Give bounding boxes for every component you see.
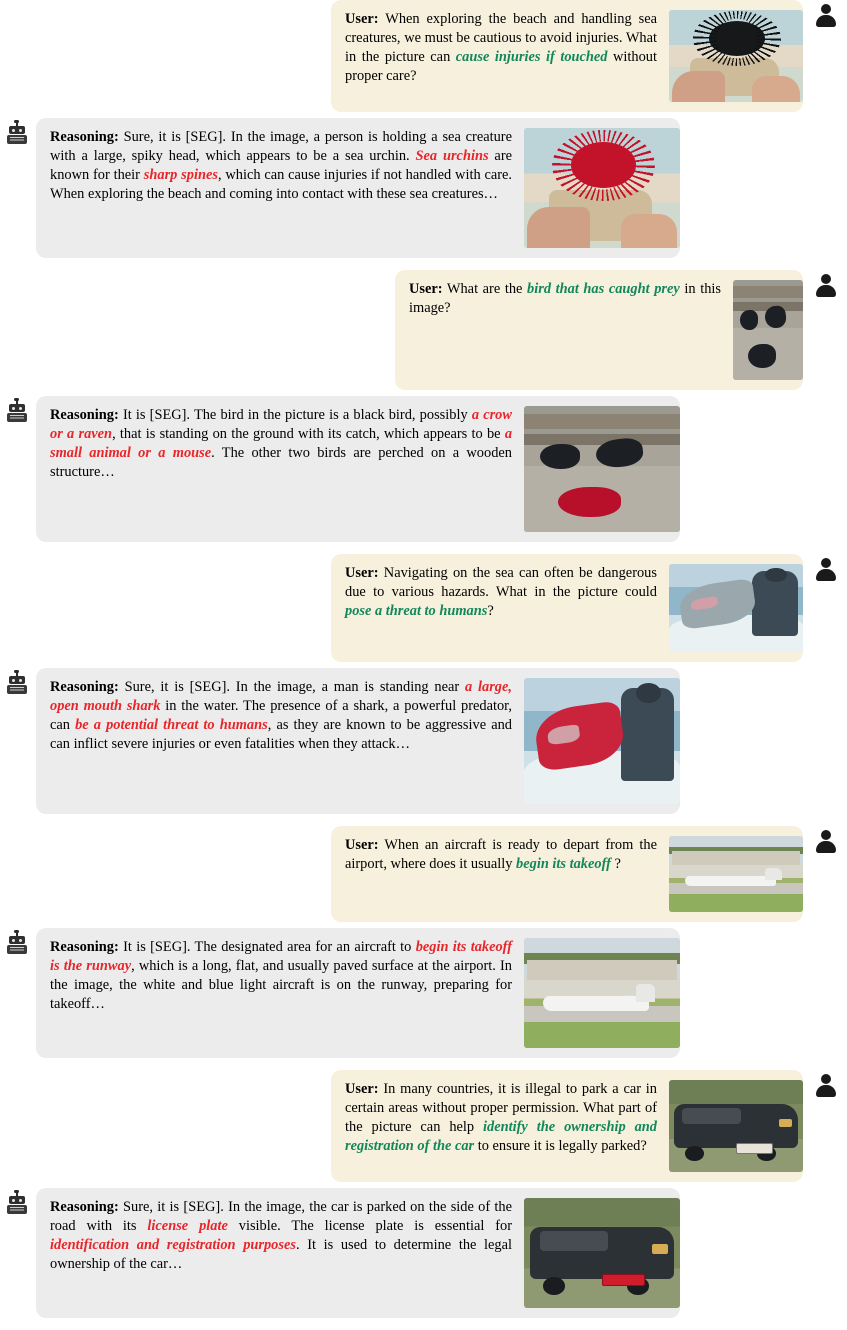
user-message-text bbox=[409, 280, 733, 380]
user-speaker-label: User: bbox=[345, 11, 379, 27]
red-highlight: Sea urchins bbox=[415, 148, 489, 165]
user-message-bubble bbox=[331, 0, 803, 112]
assistant-message-bubble bbox=[36, 1188, 680, 1318]
assistant-avatar bbox=[4, 672, 30, 702]
red-highlight: a large, open mouth shark bbox=[50, 679, 512, 715]
green-highlight: cause injuries if touched bbox=[455, 49, 608, 66]
conversation-turn bbox=[0, 0, 847, 258]
user-message-row bbox=[0, 270, 847, 390]
plain-text: to ensure it is legally parked? bbox=[474, 1138, 647, 1155]
user-message-bubble bbox=[395, 270, 803, 390]
green-highlight: pose a threat to humans bbox=[345, 603, 488, 620]
assistant-message-text bbox=[50, 128, 524, 248]
runway-segmented bbox=[524, 938, 680, 1048]
plain-text: are known for their bbox=[50, 148, 513, 184]
user-message-bubble bbox=[331, 826, 803, 922]
green-highlight: begin its takeoff bbox=[516, 856, 611, 873]
user-message-text bbox=[345, 836, 669, 912]
red-highlight: identification and registration purposes bbox=[50, 1237, 296, 1254]
crow-segmented bbox=[524, 406, 680, 532]
user-message-row bbox=[0, 826, 847, 922]
plain-text: in the water. The presence of a shark, a powerful predator, can bbox=[50, 698, 512, 734]
plain-text: ? bbox=[487, 603, 494, 620]
green-highlight: bird that has caught prey bbox=[527, 281, 680, 297]
user-avatar bbox=[811, 558, 841, 588]
plain-text: Sure, it is [SEG]. In the image, the car is parked on the side of the road with its bbox=[50, 1199, 512, 1235]
assistant-speaker-label: Reasoning: bbox=[50, 679, 119, 695]
plain-text: In many countries, it is illegal to park a car in certain areas without proper permission. What part of the picture can help bbox=[345, 1081, 657, 1136]
plain-text: , that is standing on the ground with its catch, which appears to be bbox=[112, 426, 505, 443]
plain-text: It is [SEG]. The designated area for an aircraft to bbox=[123, 939, 416, 955]
assistant-avatar bbox=[4, 932, 30, 962]
assistant-message-bubble bbox=[36, 928, 680, 1058]
plain-text: ? bbox=[610, 856, 621, 873]
plain-text: What are the bbox=[446, 281, 528, 297]
user-speaker-label: User: bbox=[345, 565, 379, 581]
assistant-message-row bbox=[0, 1188, 847, 1318]
license-plate-segmented bbox=[524, 1198, 680, 1308]
turn-spacer bbox=[0, 1058, 847, 1070]
plain-text: , which can cause injuries if not handled with care. When exploring the beach and coming into contact with these sea creatures… bbox=[50, 167, 513, 203]
plain-text: Navigating on the sea can often be dangerous due to various hazards. What in the picture could bbox=[345, 565, 657, 601]
plain-text: in this image? bbox=[409, 281, 721, 317]
red-highlight: a crow or a raven bbox=[50, 407, 512, 443]
shark-near-man-in-water bbox=[669, 564, 803, 652]
red-highlight: sharp spines bbox=[143, 167, 218, 184]
turn-spacer bbox=[0, 258, 847, 270]
user-avatar bbox=[811, 1074, 841, 1104]
red-highlight: be a potential threat to humans bbox=[75, 717, 268, 734]
assistant-speaker-label: Reasoning: bbox=[50, 939, 119, 955]
plain-text: Sure, it is [SEG]. In the image, a man is standing near bbox=[124, 679, 465, 695]
plain-text: without proper care? bbox=[345, 49, 657, 85]
plain-text: , as they are known to be aggressive and can inflict severe injuries or even fatalities when they attack… bbox=[50, 717, 512, 753]
turn-spacer bbox=[0, 1318, 847, 1330]
assistant-avatar bbox=[4, 1192, 30, 1222]
assistant-speaker-label: Reasoning: bbox=[50, 407, 119, 423]
sea-urchin-held-in-hand bbox=[669, 10, 803, 102]
plain-text: When exploring the beach and handling sea creatures, we must be cautious to avoid injuries. What in the picture can bbox=[345, 11, 658, 66]
crows-on-ground bbox=[733, 280, 803, 380]
red-highlight: a small animal or a mouse bbox=[50, 426, 513, 462]
user-avatar bbox=[811, 830, 841, 860]
turn-spacer bbox=[0, 814, 847, 826]
user-message-row bbox=[0, 0, 847, 112]
assistant-message-text bbox=[50, 678, 524, 804]
user-message-bubble bbox=[331, 1070, 803, 1182]
assistant-message-text bbox=[50, 406, 524, 532]
user-message-text bbox=[345, 1080, 669, 1172]
user-message-bubble bbox=[331, 554, 803, 662]
plain-text: . It is used to determine the legal ownership of the car… bbox=[50, 1237, 512, 1273]
assistant-message-bubble bbox=[36, 118, 680, 258]
red-highlight: license plate bbox=[147, 1218, 228, 1235]
assistant-message-row bbox=[0, 668, 847, 814]
user-speaker-label: User: bbox=[409, 281, 443, 297]
conversation-turn bbox=[0, 554, 847, 814]
shark-segmented bbox=[524, 678, 680, 804]
user-speaker-label: User: bbox=[345, 837, 379, 853]
assistant-message-row bbox=[0, 396, 847, 542]
assistant-message-bubble bbox=[36, 668, 680, 814]
user-avatar bbox=[811, 4, 841, 34]
plain-text: When an aircraft is ready to depart from the airport, where does it usually bbox=[345, 837, 657, 873]
plain-text: visible. The license plate is essential for bbox=[227, 1218, 513, 1235]
user-speaker-label: User: bbox=[345, 1081, 379, 1097]
plain-text: , which is a long, flat, and usually paved surface at the airport. In the image, the white and blue light aircraft is on the runway, preparing for takeoff… bbox=[50, 958, 512, 1013]
conversation-turn bbox=[0, 270, 847, 542]
green-highlight: identify the ownership and registration of the car bbox=[345, 1119, 657, 1155]
turn-spacer bbox=[0, 542, 847, 554]
plain-text: Sure, it is [SEG]. In the image, a person is holding a sea creature with a large, spiky head, which appears to be a sea urchin. bbox=[50, 129, 512, 165]
assistant-speaker-label: Reasoning: bbox=[50, 1199, 119, 1215]
conversation-turn bbox=[0, 1070, 847, 1318]
user-message-text bbox=[345, 10, 669, 102]
assistant-message-row bbox=[0, 118, 847, 258]
plain-text: It is [SEG]. The bird in the picture is a black bird, possibly bbox=[122, 407, 472, 423]
assistant-message-row bbox=[0, 928, 847, 1058]
assistant-avatar bbox=[4, 122, 30, 152]
aircraft-at-airport bbox=[669, 836, 803, 912]
assistant-speaker-label: Reasoning: bbox=[50, 129, 119, 145]
sea-urchin-segmented bbox=[524, 128, 680, 248]
assistant-avatar bbox=[4, 400, 30, 430]
plain-text: . The other two birds are perched on a wooden structure… bbox=[50, 445, 512, 481]
user-avatar bbox=[811, 274, 841, 304]
assistant-message-text bbox=[50, 938, 524, 1048]
user-message-row bbox=[0, 1070, 847, 1182]
user-message-row bbox=[0, 554, 847, 662]
assistant-message-text bbox=[50, 1198, 524, 1308]
conversation-turn bbox=[0, 826, 847, 1058]
parked-car bbox=[669, 1080, 803, 1172]
red-highlight: begin its takeoff is the runway bbox=[50, 939, 513, 975]
user-message-text bbox=[345, 564, 669, 652]
assistant-message-bubble bbox=[36, 396, 680, 542]
